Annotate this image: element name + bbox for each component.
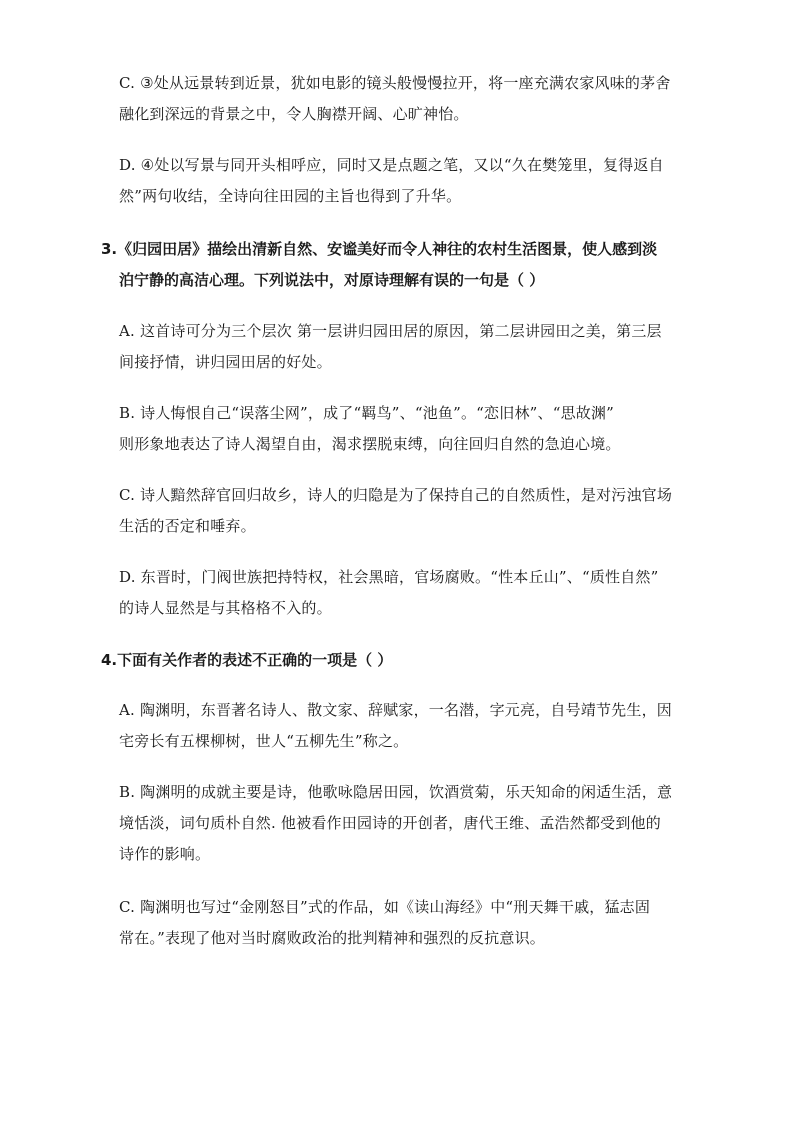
q3-option-c-line-2: 生活的否定和唾弃。 — [119, 517, 256, 535]
question-4-option-c — [119, 892, 699, 954]
q4-option-b-line-3: 诗作的影响。 — [119, 845, 211, 863]
question-4-option-a — [119, 695, 699, 757]
q3-option-d-line-2: 的诗人显然是与其格格不入的。 — [119, 599, 332, 617]
question-3-option-c — [119, 480, 699, 542]
option-d-previous — [119, 150, 699, 212]
q3-option-a-line-2: 间接抒情，讲归园田居的好处。 — [119, 353, 332, 371]
question-3-option-a — [119, 316, 699, 378]
q3-option-c-line-1: C. 诗人黯然辞官回归故乡，诗人的归隐是为了保持自己的自然质性，是对污浊官场 — [119, 486, 673, 504]
option-c-previous-line-2: 融化到深远的背景之中，令人胸襟开阔、心旷神怡。 — [119, 105, 469, 123]
question-3-line-1: 3.《归园田居》描绘出清新自然、安谧美好而令人神往的农村生活图景，使人感到淡 — [101, 240, 658, 258]
question-4-line-1: 4.下面有关作者的表述不正确的一项是（ ） — [101, 651, 393, 669]
q4-option-a-line-2: 宅旁长有五棵柳树，世人“五柳先生”称之。 — [119, 732, 409, 750]
question-3-option-d — [119, 562, 699, 624]
q4-option-b-line-2: 境恬淡，词句质朴自然. 他被看作田园诗的开创者，唐代王维、孟浩然都受到他的 — [119, 814, 661, 832]
q4-option-a-line-1: A. 陶渊明，东晋著名诗人、散文家、辞赋家，一名潜，字元亮，自号靖节先生，因 — [119, 701, 672, 719]
question-3-option-b — [119, 398, 699, 460]
option-d-previous-line-1: D. ④处以写景与同开头相呼应，同时又是点题之笔，又以“久在樊笼里，复得返自 — [119, 156, 664, 174]
option-d-previous-line-2: 然”两句收结，全诗向往田园的主旨也得到了升华。 — [119, 187, 462, 205]
question-4-stem — [101, 645, 701, 676]
q4-option-c-line-2: 常在。”表现了他对当时腐败政治的批判精神和强烈的反抗意识。 — [119, 929, 545, 947]
option-c-previous-line-1: C. ③处从远景转到近景，犹如电影的镜头般慢慢拉开，将一座充满农家风味的茅舍 — [119, 74, 671, 92]
q3-option-b-line-1: B. 诗人悔恨自己“误落尘网”，成了“羁鸟”、“池鱼”。“恋旧林”、“思故渊” — [119, 404, 615, 422]
q3-option-b-line-2: 则形象地表达了诗人渴望自由，渴求摆脱束缚，向往回归自然的急迫心境。 — [119, 435, 621, 453]
question-4-option-b — [119, 777, 699, 870]
option-c-previous — [119, 68, 699, 130]
q4-option-c-line-1: C. 陶渊明也写过“金刚怒目”式的作品，如《读山海经》中“刑天舞干戚，猛志固 — [119, 898, 651, 916]
q3-option-d-line-1: D. 东晋时，门阀世族把持特权，社会黑暗，官场腐败。“性本丘山”、“质性自然” — [119, 568, 659, 586]
question-3-line-2: 泊宁静的高洁心理。下列说法中，对原诗理解有误的一句是（ ） — [119, 271, 545, 289]
question-3-stem — [101, 234, 701, 296]
q3-option-a-line-1: A. 这首诗可分为三个层次 第一层讲归园田居的原因，第二层讲园田之美，第三层 — [119, 322, 662, 340]
q4-option-b-line-1: B. 陶渊明的成就主要是诗，他歌咏隐居田园，饮酒赏菊，乐天知命的闲适生活，意 — [119, 783, 673, 801]
